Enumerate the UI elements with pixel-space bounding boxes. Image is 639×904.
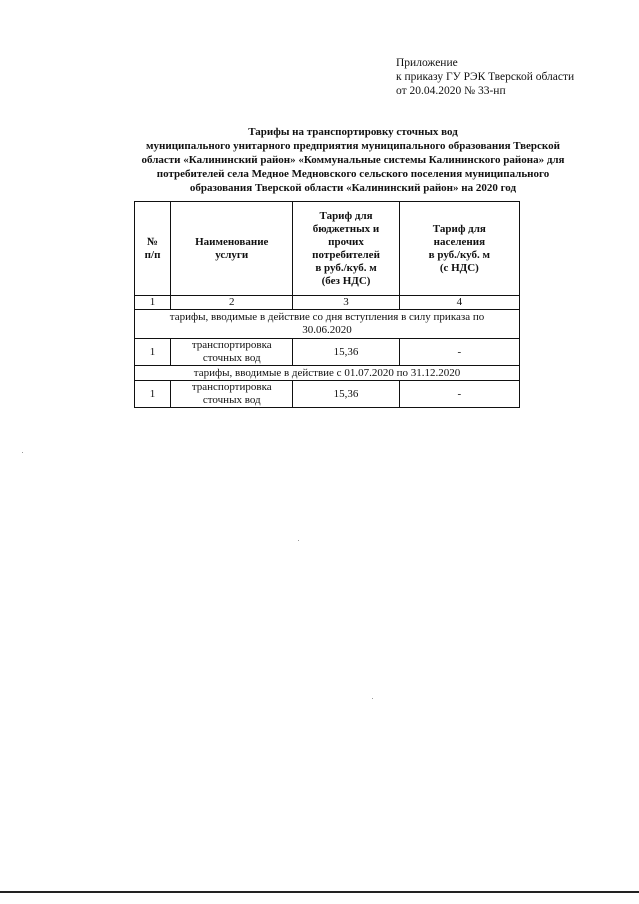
cell-tariff-population: - [399,339,519,366]
header-service-name: Наименование услуги [171,202,293,296]
header-tariff-population: Тариф для населения в руб./куб. м (с НДС) [399,202,519,296]
scan-speck [298,540,299,541]
section-title: тарифы, вводимые в действие с 01.07.2020 по 31.12.2020 [135,366,520,381]
section-row-2 [135,366,520,381]
title-line-3: области «Калининский район» «Коммунальные системы Калининского района» для [141,154,565,166]
index-cell: 1 [135,296,171,310]
page-bottom-rule [0,891,639,893]
cell-service-name: транспортировка сточных вод [171,339,293,366]
header-tariff-budget: Тариф для бюджетных и прочих потребителей в руб./куб. м (без НДС) [293,202,399,296]
tariffs-table [134,201,520,408]
scan-speck [372,698,373,699]
appendix-line-1: Приложение [396,57,458,69]
table-row [135,339,520,366]
cell-num: 1 [135,339,171,366]
header-num: № п/п [135,202,171,296]
title-line-4: потребителей села Медное Медновского сельского поселения муниципального [156,168,550,180]
cell-service-name: транспортировка сточных вод [171,381,293,408]
cell-tariff-budget: 15,36 [293,381,399,408]
section-title: тарифы, вводимые в действие со дня вступления в силу приказа по 30.06.2020 [135,310,520,339]
index-cell: 2 [171,296,293,310]
section-row-1 [135,310,520,339]
title-line-1: Тарифы на транспортировку сточных вод [248,126,458,138]
document-title [112,125,594,195]
title-line-2: муниципального унитарного предприятия муниципального образования Тверской [146,140,560,152]
title-line-5: образования Тверской области «Калининский район» на 2020 год [189,182,517,194]
index-cell: 4 [399,296,519,310]
cell-tariff-budget: 15,36 [293,339,399,366]
appendix-line-3: от 20.04.2020 № 33-нп [396,85,506,97]
table-header-row [135,202,520,296]
cell-tariff-population: - [399,381,519,408]
appendix-line-2: к приказу ГУ РЭК Тверской области [396,71,575,83]
appendix-block [396,56,574,98]
scan-speck [22,452,23,453]
index-cell: 3 [293,296,399,310]
column-index-row [135,296,520,310]
table-row [135,381,520,408]
cell-num: 1 [135,381,171,408]
